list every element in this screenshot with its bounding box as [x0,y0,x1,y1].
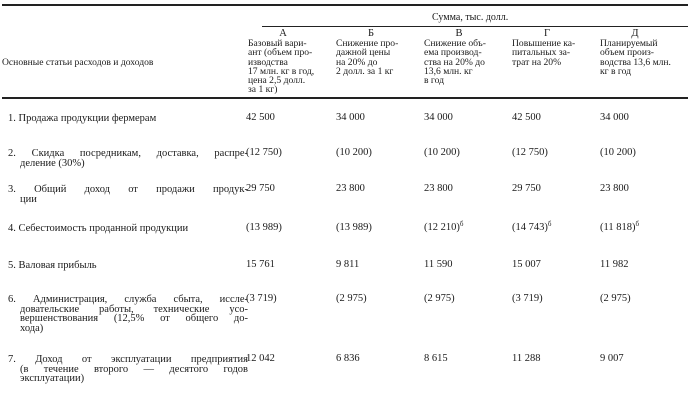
value-cell [246,113,275,123]
footnote-mark: б [459,220,464,228]
column-header-3 [512,29,582,67]
column-letter: Д [631,28,639,39]
value-cell [512,148,548,158]
row-label-line: 6. Администрация, служба сбыта, иссле- [8,294,248,305]
value: (13 989) [246,222,282,233]
column-header-line: изводства [248,56,288,68]
value: 34 000 [424,112,453,123]
column-header-line: ема производ- [424,47,482,59]
footnote-mark: б [635,220,640,228]
value-cell [424,220,464,233]
header-bottom-rule [2,97,688,99]
value: 34 000 [336,112,365,123]
value: 12 042 [246,353,275,364]
row-label [8,355,248,384]
row-label-line: 7. Доход от эксплуатации предприятия [8,354,248,365]
value: (10 200) [336,147,372,158]
value-cell [600,220,640,233]
value-cell [336,184,365,194]
footnote-mark: б [547,220,552,228]
row-label-line: 3. Общий доход от продажи продук- [8,184,248,195]
value: 9 007 [600,353,624,364]
value: (3 719) [246,293,277,304]
column-header-line: на 20% до [336,56,378,68]
value: 15 007 [512,259,541,270]
column-header-line: 13,6 млн. кг [424,65,473,77]
sum-header: Сумма, тыс. долл. [432,12,509,23]
column-header-1 [336,29,406,76]
value: (2 975) [424,293,455,304]
value: (2 975) [336,293,367,304]
value: (2 975) [600,293,631,304]
value: (12 750) [512,147,548,158]
value-cell [600,260,629,270]
row-label [8,185,248,204]
row-label-line: 2. Скидка посредникам, доставка, распре- [8,148,248,159]
value-cell [246,354,275,364]
column-letter: Б [367,28,375,39]
value-cell [336,113,365,123]
value: 8 615 [424,353,448,364]
column-letter: Г [543,28,551,39]
column-header-4 [600,29,671,76]
value-cell [600,184,629,194]
value: 29 750 [246,183,275,194]
column-header-line: 17 млн. кг в год, [248,65,315,77]
row-label-line: 4. Себестоимость проданной продукции [8,223,189,234]
value-cell [336,223,372,233]
value-cell [424,354,448,364]
row-label-line: 1. Продажа продукции фермерам [8,113,157,124]
column-header-line: кг в год [600,65,632,77]
column-header-line: объем произ- [600,47,654,59]
row-label [8,224,248,234]
value-cell [246,223,282,233]
column-letter: А [279,28,287,39]
value-cell [424,148,460,158]
value: 11 982 [600,259,629,270]
value-cell [424,184,453,194]
value-cell [336,148,372,158]
column-header-line: цена 2,5 долл. [248,75,306,87]
value-cell [512,294,543,304]
column-header-line: Снижение про- [336,38,399,49]
row-label-header: Основные статьи расходов и доходов [2,57,154,68]
column-header-line: Повышение ка- [512,38,576,49]
column-header-line: питальных за- [512,47,571,59]
row-label [8,295,248,333]
value-cell [600,294,631,304]
row-label-line: эксплуатации) [20,373,85,384]
value: 15 761 [246,259,275,270]
value-cell [424,294,455,304]
column-header-line: в год [424,75,445,87]
column-header-line: водства 13,6 млн. [600,56,671,68]
value: 11 288 [512,353,541,364]
value: (10 200) [424,147,460,158]
value-cell [512,354,541,364]
row-label [8,261,248,271]
value-cell [246,184,275,194]
value-cell [512,113,541,123]
value: (12 210) [424,222,460,233]
value: 34 000 [600,112,629,123]
row-label-line: вершенствования (12,5% от общего до- [20,313,248,324]
value: 42 500 [246,112,275,123]
value-cell [246,148,282,158]
column-letter: В [455,28,463,39]
column-header-line: за 1 кг) [248,84,278,96]
column-header-0 [248,29,318,95]
value: 23 800 [424,183,453,194]
value-cell [600,113,629,123]
row-label-line: деление (30%) [20,157,85,169]
sum-rule [262,26,688,27]
value-cell [336,260,359,270]
column-header-line: 2 долл. за 1 кг [336,65,394,77]
value: 11 590 [424,259,453,270]
row-label-line: хода) [20,322,44,334]
top-rule [2,4,688,6]
value: (11 818) [600,222,636,233]
value-cell [600,148,636,158]
value: (13 989) [336,222,372,233]
value-cell [512,260,541,270]
column-header-line: Планируемый [600,38,658,49]
column-header-line: ства на 20% до [424,56,485,68]
value-cell [512,184,541,194]
column-header-line: Снижение объ- [424,38,486,49]
row-label [8,149,248,168]
value: (14 743) [512,222,548,233]
value-cell [246,294,277,304]
value-cell [424,113,453,123]
row-label-line: (в течение второго — десятого годов [20,363,248,375]
column-header-line: ант (объем про- [248,47,313,59]
value-cell [600,354,624,364]
value: 42 500 [512,112,541,123]
value-cell [424,260,453,270]
column-header-line: трат на 20% [512,56,562,68]
row-label [8,114,248,124]
value: 23 800 [600,183,629,194]
value-cell [336,294,367,304]
column-header-line: Базовый вари- [248,38,307,49]
value: 29 750 [512,183,541,194]
value-cell [246,260,275,270]
value: 6 836 [336,353,360,364]
row-label-line: 5. Валовая прибыль [8,260,97,271]
row-label-line: довательские работы, технические усо- [20,303,248,315]
column-header-line: дажной цены [336,47,391,59]
value: (3 719) [512,293,543,304]
value: 9 811 [336,259,360,270]
row-label-line: ции [20,193,37,205]
column-header-2 [424,29,494,85]
value-cell [336,354,360,364]
value-cell [512,220,552,233]
value: 23 800 [336,183,365,194]
value: (12 750) [246,147,282,158]
value: (10 200) [600,147,636,158]
